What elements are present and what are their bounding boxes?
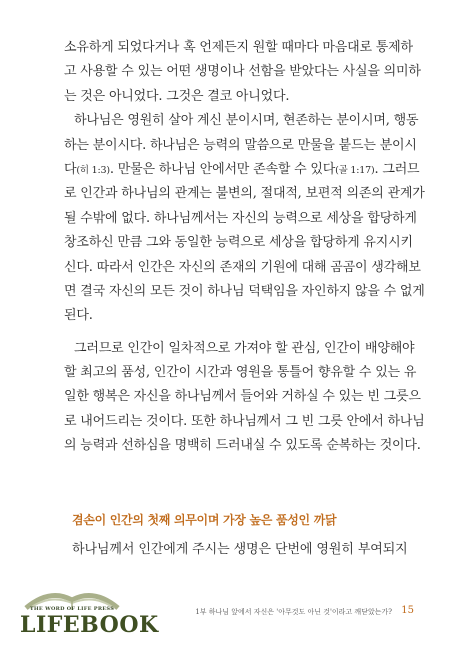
body-text	[64, 36, 425, 459]
text-line: 고 사용할 수 있는 어떤 생명이나 선함을 받았다는 사실을 의미하	[64, 64, 421, 80]
section-heading: 겸손이 인간의 첫째 의무이며 가장 높은 품성인 까닭	[72, 513, 337, 527]
page-number: 15	[401, 605, 414, 616]
text-line: 될 수밖에 없다. 하나님께서는 자신의 능력으로 세상을 합당하게	[64, 210, 417, 226]
text-line	[64, 158, 420, 182]
text-line: 하나님께서 인간에게 주시는 생명은 단번에 영원히 부여되지	[72, 542, 408, 557]
text-line: 그러므로 인간이 일차적으로 가져야 할 관심, 인간이 배양해야	[74, 340, 415, 356]
text-line: 면 결국 자신의 모든 것이 하나님 덕택임을 자인하지 않을 수 없게	[64, 283, 425, 299]
text-line: 된다.	[64, 308, 93, 324]
text-span: 다	[64, 161, 77, 177]
scripture-reference: (골 1:17)	[335, 164, 375, 176]
text-line: 하는 분이시다. 하나님은 능력의 말씀으로 만물을 붙드는 분이시	[64, 137, 417, 153]
lifebook-logo	[20, 586, 159, 638]
logo-wordmark: LIFEBOOK	[20, 612, 159, 638]
text-span: . 만물은 하나님 안에서만 존속할 수 있다	[109, 161, 336, 177]
text-line: 는 것은 아니었다. 그것은 결코 아니었다.	[64, 88, 290, 104]
paragraph-gap	[64, 329, 394, 337]
scripture-reference: (히 1:3)	[76, 164, 110, 176]
page-footer	[0, 578, 450, 638]
text-line: 의 능력과 선하심을 명백히 드러내실 수 있도록 순복하는 것이다.	[64, 438, 421, 454]
text-span: . 그러므	[374, 161, 420, 177]
running-head: 1부 하나님 앞에서 자신은 '아무것도 아닌 것'이라고 깨닫았는가?	[195, 608, 392, 616]
text-line: 할 최고의 품성, 인간이 시간과 영원을 통틀어 향유할 수 있는 유	[64, 365, 417, 381]
text-line: 창조하신 만큼 그와 동일한 능력으로 세상을 합당하게 유지시키	[64, 235, 413, 251]
text-line: 일한 행복은 자신을 하나님께서 들어와 거하실 수 있는 빈 그릇으	[64, 389, 421, 405]
text-line: 하나님은 영원히 살아 계신 분이시며, 현존하는 분이시며, 행동	[74, 113, 419, 129]
text-line: 로 인간과 하나님의 관계는 불변의, 절대적, 보편적 의존의 관계가	[64, 186, 425, 202]
text-line: 소유하게 되었다거나 혹 언제든지 원할 때마다 마음대로 통제하	[64, 40, 413, 55]
text-line: 신다. 따라서 인간은 자신의 존재의 기원에 대해 곰곰이 생각해보	[64, 259, 421, 275]
text-line: 로 내어드리는 것이다. 또한 하나님께서 그 빈 그릇 안에서 하나님	[64, 413, 425, 429]
logo-publisher: THE WORD OF LIFE PRESS	[29, 606, 115, 612]
